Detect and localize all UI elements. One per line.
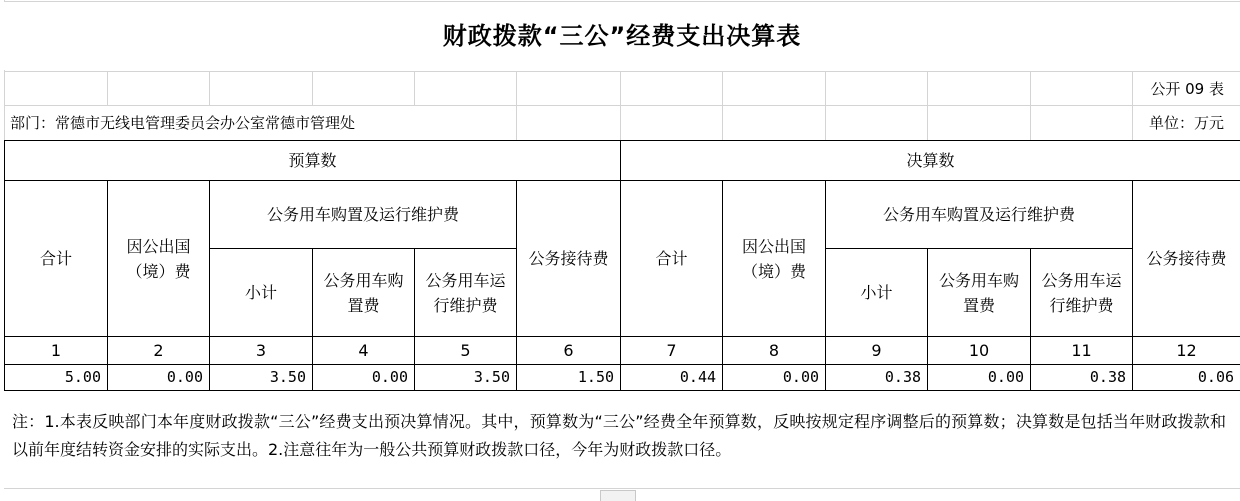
value-cell: 0.00: [313, 365, 415, 391]
value-cell: 0.00: [108, 365, 210, 391]
header-subtotal: 小计: [210, 249, 313, 337]
column-number-row: [5, 337, 1240, 365]
final-group-header: 决算数: [621, 141, 1240, 181]
column-number: 8: [723, 337, 826, 365]
footnote: 注：1.本表反映部门本年度财政拨款“三公”经费支出预决算情况。其中，预算数为“三公”经费全年预算数，反映按规定程序调整后的预算数；决算数是包括当年财政拨款和以前年度结转资金安排的实际支出。2.注意往年为一般公共预算财政拨款口径，今年为财政拨款口径。: [12, 408, 1226, 464]
header-subtotal: 小计: [826, 249, 928, 337]
value-cell: 0.44: [621, 365, 723, 391]
sheet-tab[interactable]: [600, 490, 636, 501]
header-reception: 公务接待费: [1133, 181, 1240, 337]
column-number: 2: [108, 337, 210, 365]
header-vehicle: 公务用车购置及运行维护费: [210, 181, 517, 249]
header-reception: 公务接待费: [517, 181, 621, 337]
header-vehicle-operation: 公务用车运行维护费: [415, 249, 517, 337]
header-vehicle-purchase: 公务用车购置费: [928, 249, 1031, 337]
column-number: 1: [5, 337, 108, 365]
value-cell: 3.50: [210, 365, 313, 391]
value-cell: 3.50: [415, 365, 517, 391]
column-number: 7: [621, 337, 723, 365]
grid-bottom-line: [4, 488, 1240, 489]
header-vehicle-purchase: 公务用车购置费: [313, 249, 415, 337]
header-row-1: [5, 181, 1240, 249]
report-title: 财政拨款“三公”经费支出决算表: [4, 2, 1240, 70]
column-number: 12: [1133, 337, 1240, 365]
header-vehicle: 公务用车购置及运行维护费: [826, 181, 1133, 249]
table-tag: 公开 09 表: [1144, 74, 1224, 104]
group-header-row: [5, 141, 1240, 181]
value-cell: 1.50: [517, 365, 621, 391]
department-label: 部门：常德市无线电管理委员会办公室常德市管理处: [10, 108, 361, 138]
three-public-expenses-table: [4, 140, 1240, 391]
column-number: 5: [415, 337, 517, 365]
value-cell: 0.38: [826, 365, 928, 391]
column-number: 3: [210, 337, 313, 365]
header-abroad: 因公出国（境）费: [723, 181, 826, 337]
header-total: 合计: [621, 181, 723, 337]
header-abroad: 因公出国（境）费: [108, 181, 210, 337]
column-number: 4: [313, 337, 415, 365]
column-number: 11: [1031, 337, 1133, 365]
column-number: 10: [928, 337, 1031, 365]
value-cell: 0.06: [1133, 365, 1240, 391]
value-cell: 0.00: [723, 365, 826, 391]
value-cell: 0.00: [928, 365, 1031, 391]
value-cell: 5.00: [5, 365, 108, 391]
header-total: 合计: [5, 181, 108, 337]
column-number: 6: [517, 337, 621, 365]
budget-group-header: 预算数: [5, 141, 621, 181]
value-row: [5, 365, 1240, 391]
unit-label: 单位：万元: [1143, 108, 1224, 138]
value-cell: 0.38: [1031, 365, 1133, 391]
column-number: 9: [826, 337, 928, 365]
header-vehicle-operation: 公务用车运行维护费: [1031, 249, 1133, 337]
